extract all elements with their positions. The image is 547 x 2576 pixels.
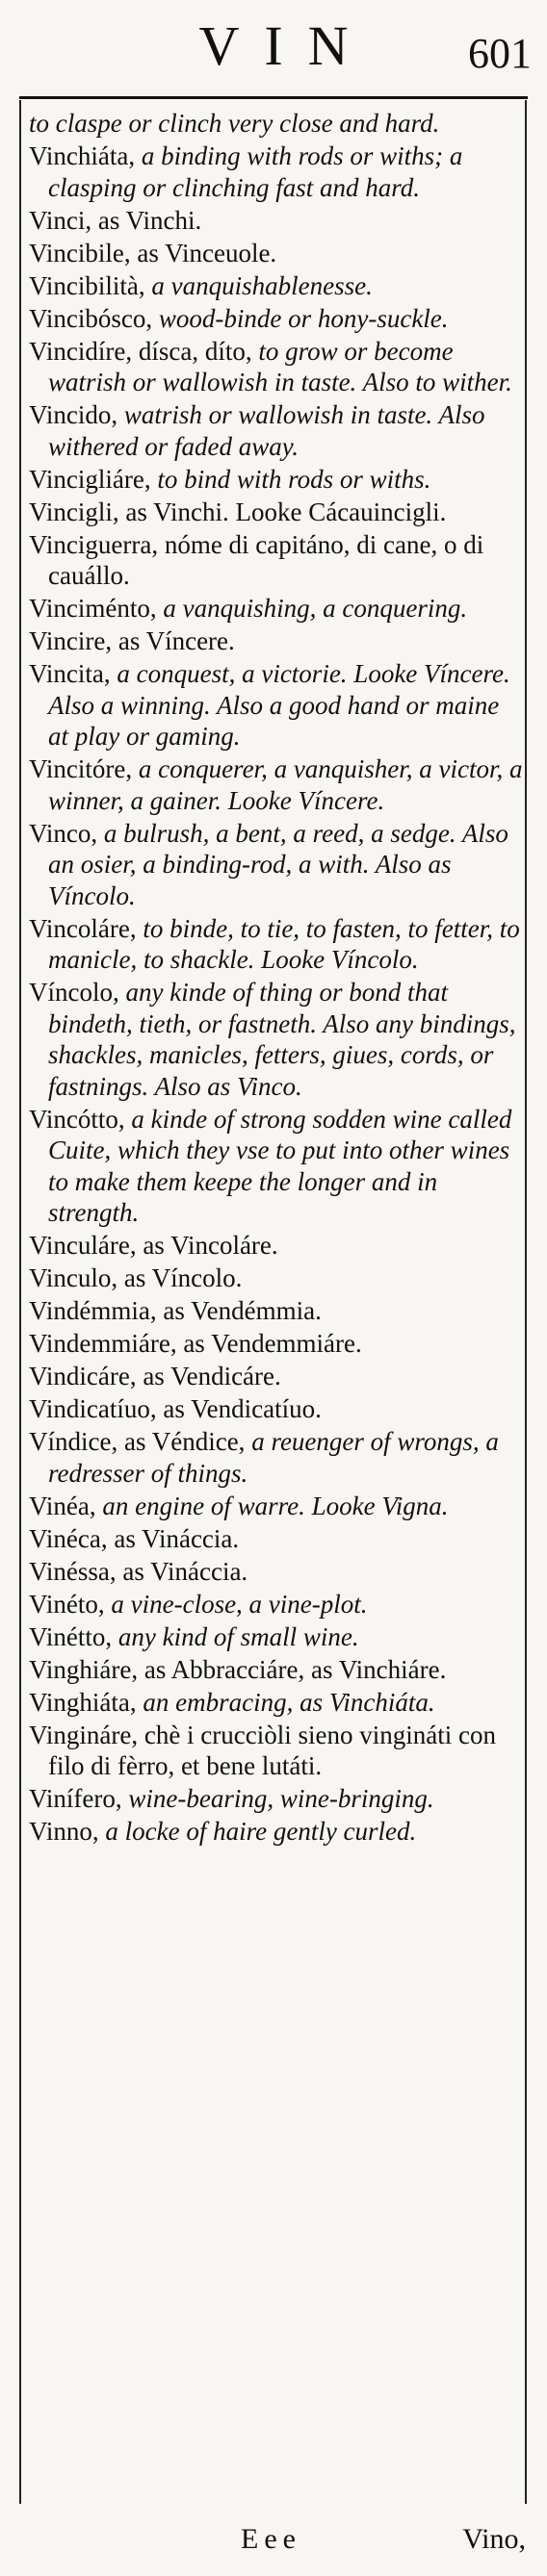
entry-headword: Vinculáre, as Vincoláre. [29,1231,278,1260]
page-footer [0,2519,547,2567]
entry-headword: Vinéca, as Vináccia. [29,1523,240,1553]
entry-headword: Vinno, [29,1817,99,1846]
entry-definition: an engine of warre. Looke Vigna. [95,1491,449,1520]
dictionary-entry [29,1621,525,1653]
dictionary-entry [29,1816,525,1848]
entry-headword: Vinéa, [29,1491,96,1520]
page-number: 601 [468,30,532,77]
entry-headword: Vinciguerra, nóme di capitáno, di cane, o di cauállo. [29,529,484,590]
catchword: Vino, [462,2523,526,2555]
dictionary-entry [29,625,525,657]
dictionary-entry [29,1295,525,1327]
entry-headword: Víndice, as Véndice, [29,1427,246,1456]
entry-headword: Vingináre, chè i crucciòli sieno vingináti con filo di fèrro, et bene lutáti. [29,1720,496,1780]
entry-headword: Víncolo, [29,978,119,1007]
entry-headword: Vinéssa, as Vináccia. [29,1556,248,1586]
dictionary-entry [29,140,525,203]
entry-definition: any kind of small wine. [112,1621,359,1651]
column-rule-left [19,100,21,2504]
dictionary-entry [29,303,525,335]
entry-headword: Vinghiáta, [29,1687,137,1717]
dictionary-entry [29,1783,525,1815]
dictionary-entry [29,336,525,398]
entry-column [29,108,525,1849]
dictionary-entry [29,1104,525,1229]
dictionary-entry [29,529,525,592]
dictionary-entry [29,270,525,302]
entry-headword: Vindemmiáre, as Vendemmiáre. [29,1329,362,1358]
entry-definition: wood-binde or hony-suckle. [152,303,449,333]
column-rule-right [525,100,527,2504]
entry-headword: Vincidíre, dísca, díto, [29,336,252,366]
entry-definition: to claspe or clinch very close and hard. [29,109,440,138]
dictionary-entry [29,1328,525,1360]
dictionary-entry [29,1687,525,1719]
entry-headword: Vincido, [29,400,118,429]
entry-definition: a reuenger of wrongs, a redresser of things. [48,1427,499,1488]
dictionary-entry [29,238,525,269]
entry-headword: Vinco, [29,818,98,848]
entry-headword: Vinífero, [29,1784,122,1813]
entry-headword: Vincigli, as Vinchi. Looke Cácauincigli. [29,497,447,526]
dictionary-entry [29,1393,525,1425]
entry-headword: Vinchiáta, [29,141,136,170]
entry-headword: Vincita, [29,659,111,688]
entry-headword: Vincitóre, [29,754,133,783]
dictionary-entry [29,753,525,816]
entry-definition: wine-bearing, wine-bringing. [121,1784,434,1813]
dictionary-entry [29,1720,525,1782]
dictionary-entry [29,1654,525,1686]
dictionary-entry [29,399,525,462]
entry-headword: Vinci, as Vinchi. [29,205,202,235]
entry-definition: to grow or become watrish or wallowish in taste. Also to wither. [48,336,512,396]
entry-headword: Vinétto, [29,1621,113,1651]
entry-headword: Vincire, as Víncere. [29,626,235,655]
entry-headword: Vincibósco, [29,303,153,333]
dictionary-entry [29,108,525,140]
entry-definition: a locke of haire gently curled. [98,1817,417,1846]
signature-mark: Eee [241,2523,301,2555]
entry-headword: Vinculo, as Víncolo. [29,1263,243,1292]
dictionary-entry [29,1230,525,1262]
entry-definition: a conquest, a victorie. Looke Víncere. Also a winning. Also a good hand or maine at play or gaming. [48,659,510,751]
entry-definition: to bind with rods or withs. [150,464,431,494]
entry-headword: Vindémmia, as Vendémmia. [29,1296,322,1325]
entry-definition: a vanquishing, a conquering. [156,594,468,623]
entry-headword: Vinéto, [29,1589,105,1619]
entry-definition: a vine-close, a vine-plot. [104,1589,368,1619]
entry-definition: a conquerer, a vanquisher, a victor, a winner, a gainer. Looke Víncere. [48,754,523,815]
dictionary-entry [29,593,525,625]
entry-definition: a binding with rods or withs; a clasping or clinching fast and hard. [48,141,463,202]
dictionary-entry [29,818,525,912]
entry-headword: Vinciménto, [29,594,157,623]
running-head: VIN [198,14,374,77]
dictionary-entry [29,464,525,496]
entry-headword: Vincótto, [29,1104,125,1134]
entry-headword: Vindicáre, as Vendicáre. [29,1362,281,1390]
dictionary-entry [29,658,525,752]
entry-headword: Vincoláre, [29,913,137,943]
dictionary-entry [29,913,525,976]
dictionary-entry [29,497,525,528]
entry-headword: Vincibile, as Vinceuole. [29,238,277,268]
entry-headword: Vindicatíuo, as Vendicatíuo. [29,1394,322,1423]
entry-definition: a bulrush, a bent, a reed, a sedge. Also an osier, a binding-rod, a with. Also as Víncolo. [48,818,508,910]
entry-definition: watrish or wallowish in taste. Also withered or faded away. [48,400,485,461]
entry-definition: an embracing, as Vinchiáta. [136,1687,435,1717]
header-rule [19,96,528,99]
entry-definition: to binde, to tie, to fasten, to fetter, to manicle, to shackle. Looke Víncolo. [48,913,520,974]
entry-definition: a vanquishablenesse. [144,270,373,300]
dictionary-entry [29,1491,525,1522]
entry-headword: Vincigliáre, [29,464,151,494]
dictionary-entry [29,1361,525,1392]
entry-headword: Vinghiáre, as Abbracciáre, as Vinchiáre. [29,1654,447,1684]
dictionary-entry [29,1589,525,1620]
entry-definition: any kinde of thing or bond that bindeth, tieth, or fastneth. Also any bindings, shackles, manicles, fetters, giues, cords, or fastnings. Also as Vinco. [48,978,516,1101]
entry-headword: Vincibilità, [29,270,145,300]
dictionary-entry [29,1523,525,1555]
dictionary-entry [29,1556,525,1588]
dictionary-entry [29,977,525,1102]
page-header [0,0,547,91]
dictionary-entry [29,205,525,237]
entry-definition: a kinde of strong sodden wine called Cuite, which they vse to put into other wines to make them keepe the longer and in strength. [48,1104,512,1227]
dictionary-entry [29,1262,525,1294]
dictionary-entry [29,1426,525,1489]
